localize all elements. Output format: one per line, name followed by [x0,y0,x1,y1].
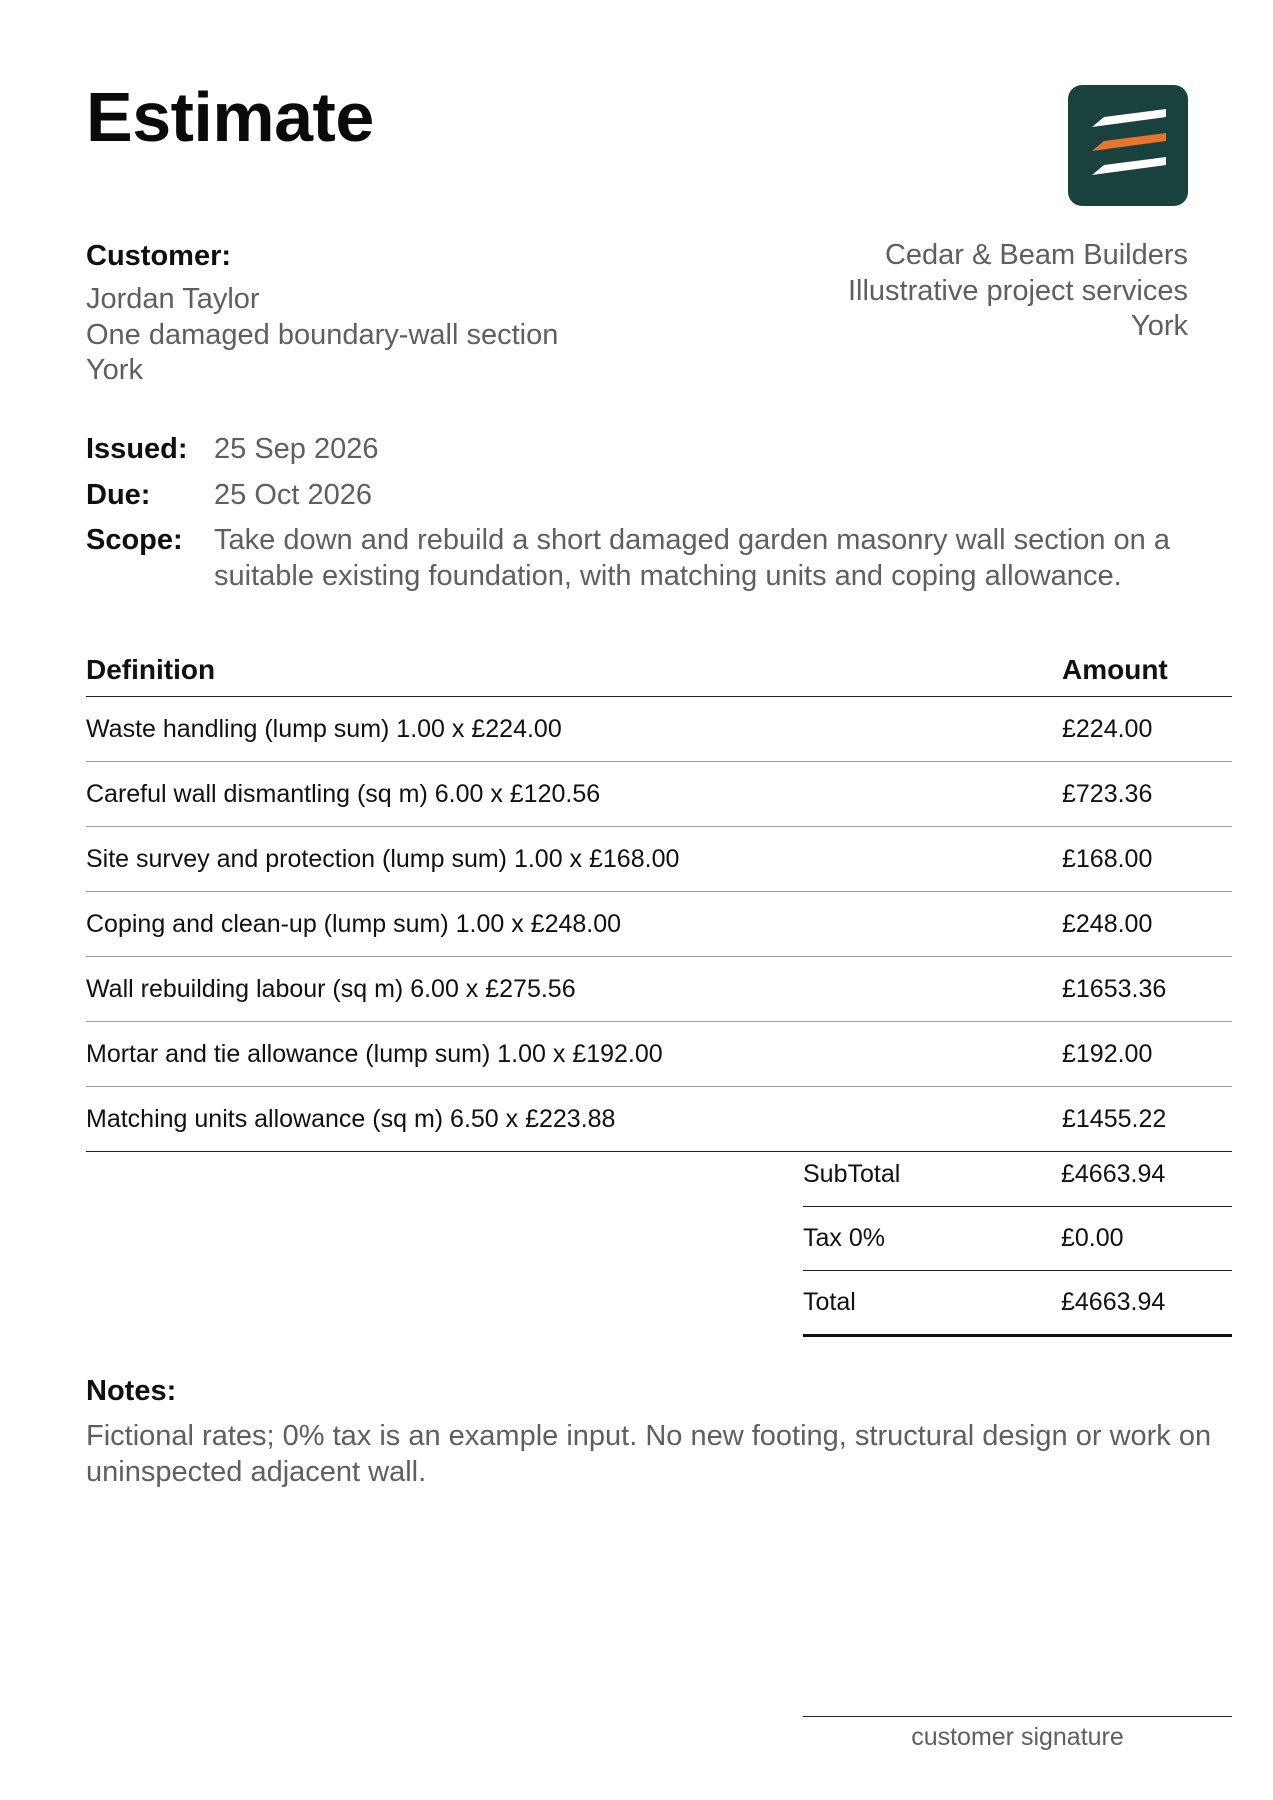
signature-line[interactable] [803,1716,1232,1717]
logo-plank-bottom [1092,157,1166,175]
row-definition: Waste handling (lump sum) 1.00 x £224.00 [86,714,562,743]
row-definition: Careful wall dismantling (sq m) 6.00 x £120.56 [86,779,601,808]
row-definition: Wall rebuilding labour (sq m) 6.00 x £275.56 [86,974,576,1003]
row-amount: £192.00 [1062,1039,1153,1068]
row-definition: Mortar and tie allowance (lump sum) 1.00 x £192.00 [86,1039,663,1068]
company-city: York [1131,310,1188,342]
row-amount: £1653.36 [1062,974,1167,1003]
company-block [848,238,1188,345]
notes-text: Fictional rates; 0% tax is an example input. No new footing, structural design or work on uninspected adjacent wall. [86,1420,1212,1488]
due-date: 25 Oct 2026 [214,478,372,511]
tax-row [803,1207,1232,1271]
amount-header: Amount [1062,654,1168,685]
estimate-meta [86,432,1236,604]
line-items-table [86,652,1232,1152]
customer-block [86,238,558,389]
total-value: £4663.94 [1061,1288,1166,1316]
notes-label: Notes: [86,1375,177,1407]
customer-city: York [86,354,143,386]
row-amount: £723.36 [1062,779,1153,808]
total-label: Total [803,1288,856,1316]
company-logo-icon [1068,85,1188,206]
table-row [86,827,1232,892]
logo-plank-middle [1092,133,1166,151]
table-header [86,652,1232,697]
document-title: Estimate [86,78,374,156]
table-row [86,957,1232,1022]
issued-label: Issued: [86,433,188,465]
customer-label: Customer: [86,240,232,272]
table-row [86,892,1232,957]
stacked-planks-logo-icon [1068,85,1188,206]
total-row [803,1271,1232,1337]
tax-label: Tax 0% [803,1224,885,1252]
table-row [86,762,1232,827]
scope-text: Take down and rebuild a short damaged garden masonry wall section on a suitable existing foundation, with matching units and coping allowance. [214,524,1170,592]
row-amount: £224.00 [1062,714,1153,743]
totals-block [803,1143,1232,1337]
row-amount: £248.00 [1062,909,1153,938]
customer-name: Jordan Taylor [86,283,260,315]
issued-row [86,432,1236,468]
scope-row [86,523,1236,594]
customer-details [86,282,558,389]
company-name: Cedar & Beam Builders [884,239,1188,271]
signature-label: customer signature [911,1723,1124,1751]
notes-section [86,1373,1216,1490]
row-definition: Coping and clean-up (lump sum) 1.00 x £248.00 [86,909,622,938]
subtotal-row [803,1143,1232,1207]
company-tagline: Illustrative project services [847,274,1188,307]
logo-plank-top [1092,109,1166,127]
row-amount: £168.00 [1062,844,1153,873]
issued-date: 25 Sep 2026 [214,433,379,465]
table-row [86,697,1232,762]
row-definition: Site survey and protection (lump sum) 1.00 x £168.00 [86,844,680,873]
scope-label: Scope: [86,524,183,556]
table-row [86,1022,1232,1087]
tax-value: £0.00 [1061,1224,1124,1252]
row-amount: £1455.22 [1062,1104,1167,1133]
definition-header: Definition [86,654,216,685]
customer-project: One damaged boundary-wall section [86,318,559,351]
due-row [86,478,1236,514]
subtotal-label: SubTotal [803,1160,901,1188]
due-label: Due: [86,478,151,511]
subtotal-value: £4663.94 [1061,1160,1166,1188]
row-definition: Matching units allowance (sq m) 6.50 x £223.88 [86,1104,616,1133]
